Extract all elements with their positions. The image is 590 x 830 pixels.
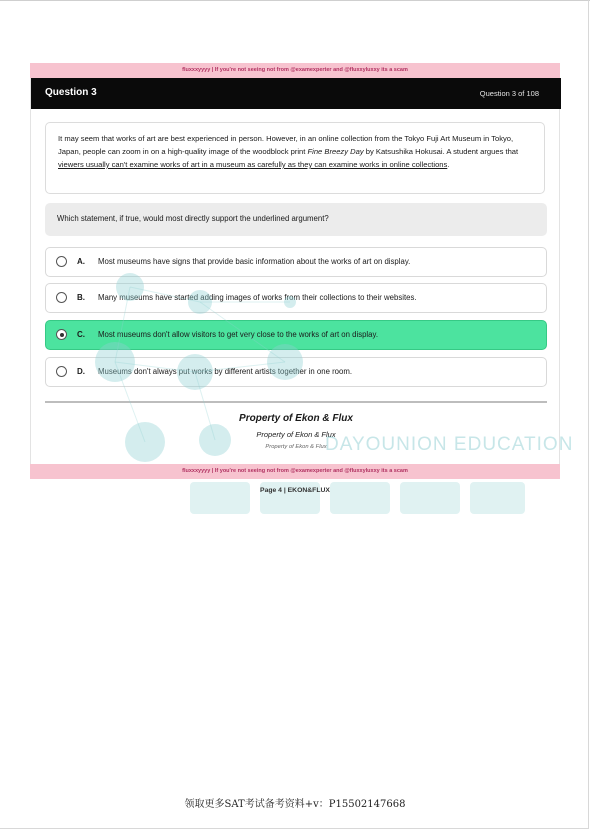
choice-text: Museums don't always put works by different artists together in one room. <box>98 367 352 376</box>
scam-warning-banner-bottom: fluxxxyyyy | If you're not seeing not from @examexperter and @fluxxyluxxy its a scam <box>30 464 560 479</box>
radio-button-selected[interactable] <box>56 329 67 340</box>
property-notice: Property of Ekon & Flux <box>239 413 353 424</box>
choice-text: Most museums have signs that provide basic information about the works of art on display. <box>98 257 411 266</box>
choice-letter: A. <box>77 257 85 266</box>
question-header <box>31 78 561 109</box>
radio-button[interactable] <box>56 256 67 267</box>
page-number: Page 4 | EKON&FLUX <box>260 487 330 494</box>
watermark-text: DAYOUNION EDUCATION <box>325 434 574 455</box>
choice-text: Many museums have started adding images of works from their collections to their websites. <box>98 293 417 302</box>
choice-letter: C. <box>77 330 85 339</box>
passage-end: . <box>447 160 450 169</box>
passage-underlined-argument: viewers usually can't examine works of art in a museum as carefully as they can examine works in online collections <box>58 160 448 169</box>
choice-letter: D. <box>77 367 85 376</box>
radio-dot <box>60 333 64 337</box>
radio-button[interactable] <box>56 292 67 303</box>
question-card <box>30 78 560 464</box>
question-title: Question 3 <box>45 87 97 98</box>
radio-button[interactable] <box>56 366 67 377</box>
divider <box>45 401 547 403</box>
scam-warning-banner-top: fluxxxyyyy | If you're not seeing not from @examexperter and @fluxxyluxxy its a scam <box>30 63 560 78</box>
property-notice-secondary: Property of Ekon & Flux <box>256 430 336 439</box>
page-top-border <box>0 0 590 1</box>
property-notice-small: Property of Ekon & Flux <box>265 444 327 450</box>
choice-d[interactable] <box>45 357 547 387</box>
choice-text: Most museums don't allow visitors to get very close to the works of art on display. <box>98 330 378 339</box>
passage-text-2: by Katsushika Hokusai. A student argues that <box>363 147 519 156</box>
question-counter: Question 3 of 108 <box>479 89 539 98</box>
question-passage <box>45 122 545 194</box>
question-prompt: Which statement, if true, would most directly support the underlined argument? <box>45 203 547 236</box>
choice-b[interactable] <box>45 283 547 313</box>
footer-contact: 领取更多SAT考试备考资料+v：P15502147668 <box>184 799 406 810</box>
choice-c[interactable] <box>45 320 547 350</box>
choice-letter: B. <box>77 293 85 302</box>
passage-text-1: It may seem that works of art are best experienced in person. However, in an online collection from the Tokyo Fuji Art Museum in Tokyo, Japan, people can zoom in on a high-quality image of the woodblock print <box>58 134 514 156</box>
passage-artwork-title: Fine Breezy Day <box>307 147 364 156</box>
choice-a[interactable] <box>45 247 547 277</box>
